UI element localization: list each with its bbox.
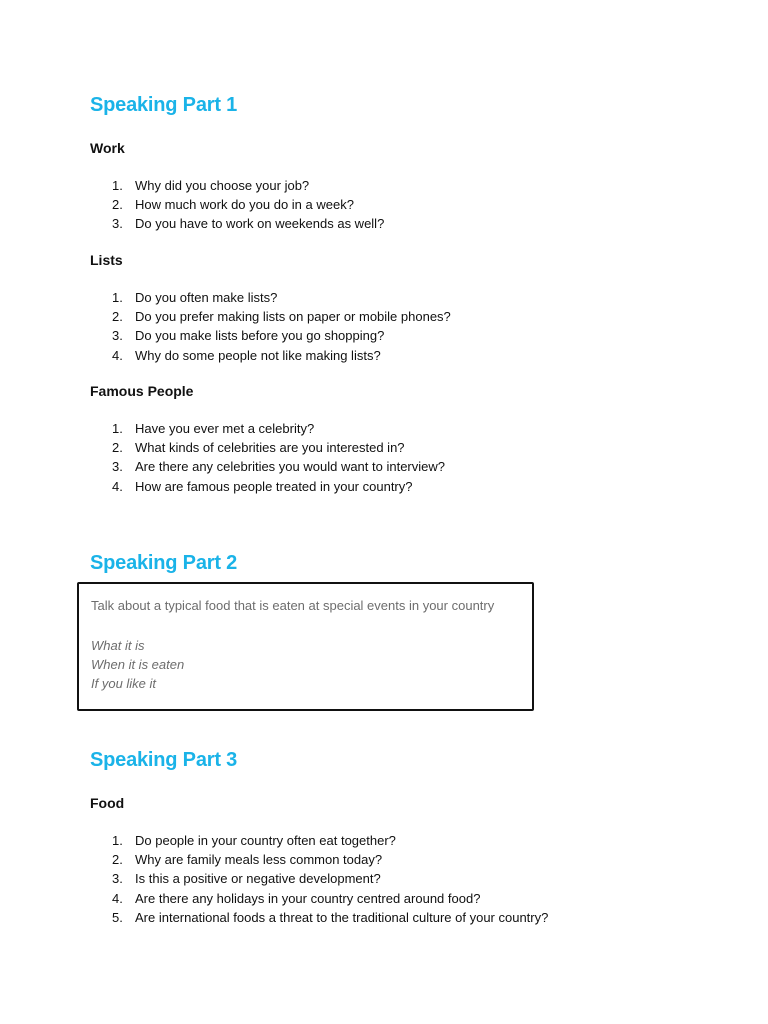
- section-title-part-2: Speaking Part 2: [90, 552, 238, 574]
- list-number: 2.: [112, 197, 123, 213]
- topic-title-lists: Lists: [90, 252, 123, 268]
- cue-card-box: [77, 582, 534, 711]
- question-text: Do you have to work on weekends as well?: [135, 216, 385, 232]
- cue-card-point: When it is eaten: [91, 657, 185, 673]
- cue-card-points: [91, 636, 184, 694]
- question-text: How are famous people treated in your country?: [135, 478, 413, 494]
- question-text: Have you ever met a celebrity?: [135, 421, 315, 436]
- list-number: 5.: [112, 909, 123, 925]
- question-text: Why are family meals less common today?: [135, 852, 383, 868]
- section-title-part-1: Speaking Part 1: [90, 94, 238, 116]
- cue-card-point: If you like it: [91, 676, 157, 692]
- list-number: 1.: [112, 421, 123, 436]
- cue-card-point: What it is: [91, 638, 145, 653]
- list-number: 1.: [112, 833, 123, 848]
- question-text: Is this a positive or negative development?: [135, 871, 381, 887]
- question-text: Why do some people not like making lists?: [135, 347, 381, 363]
- question-text: What kinds of celebrities are you interested in?: [135, 440, 405, 456]
- list-number: 4.: [112, 347, 123, 363]
- question-text: Why did you choose your job?: [135, 178, 310, 193]
- section-title-part-3: Speaking Part 3: [90, 749, 238, 771]
- list-number: 2.: [112, 309, 123, 325]
- question-text: Are there any holidays in your country centred around food?: [135, 890, 481, 906]
- question-text: How much work do you do in a week?: [135, 197, 354, 213]
- list-number: 4.: [112, 478, 123, 494]
- question-text: Do you often make lists?: [135, 290, 278, 305]
- list-number: 3.: [112, 216, 123, 232]
- question-text: Are international foods a threat to the traditional culture of your country?: [135, 909, 549, 925]
- question-text: Do people in your country often eat together?: [135, 833, 396, 848]
- list-number: 2.: [112, 440, 123, 456]
- list-number: 1.: [112, 290, 123, 305]
- topic-title-work: Work: [90, 140, 125, 156]
- question-text: Do you make lists before you go shopping?: [135, 328, 385, 344]
- list-number: 3.: [112, 459, 123, 475]
- list-number: 4.: [112, 890, 123, 906]
- question-text: Are there any celebrities you would want to interview?: [135, 459, 445, 475]
- list-number: 1.: [112, 178, 123, 193]
- list-number: 3.: [112, 328, 123, 344]
- topic-title-famous-people: Famous People: [90, 383, 194, 399]
- topic-title-food: Food: [90, 795, 125, 811]
- list-number: 3.: [112, 871, 123, 887]
- list-number: 2.: [112, 852, 123, 868]
- cue-card-prompt: Talk about a typical food that is eaten at special events in your country: [91, 598, 495, 613]
- question-text: Do you prefer making lists on paper or mobile phones?: [135, 309, 451, 325]
